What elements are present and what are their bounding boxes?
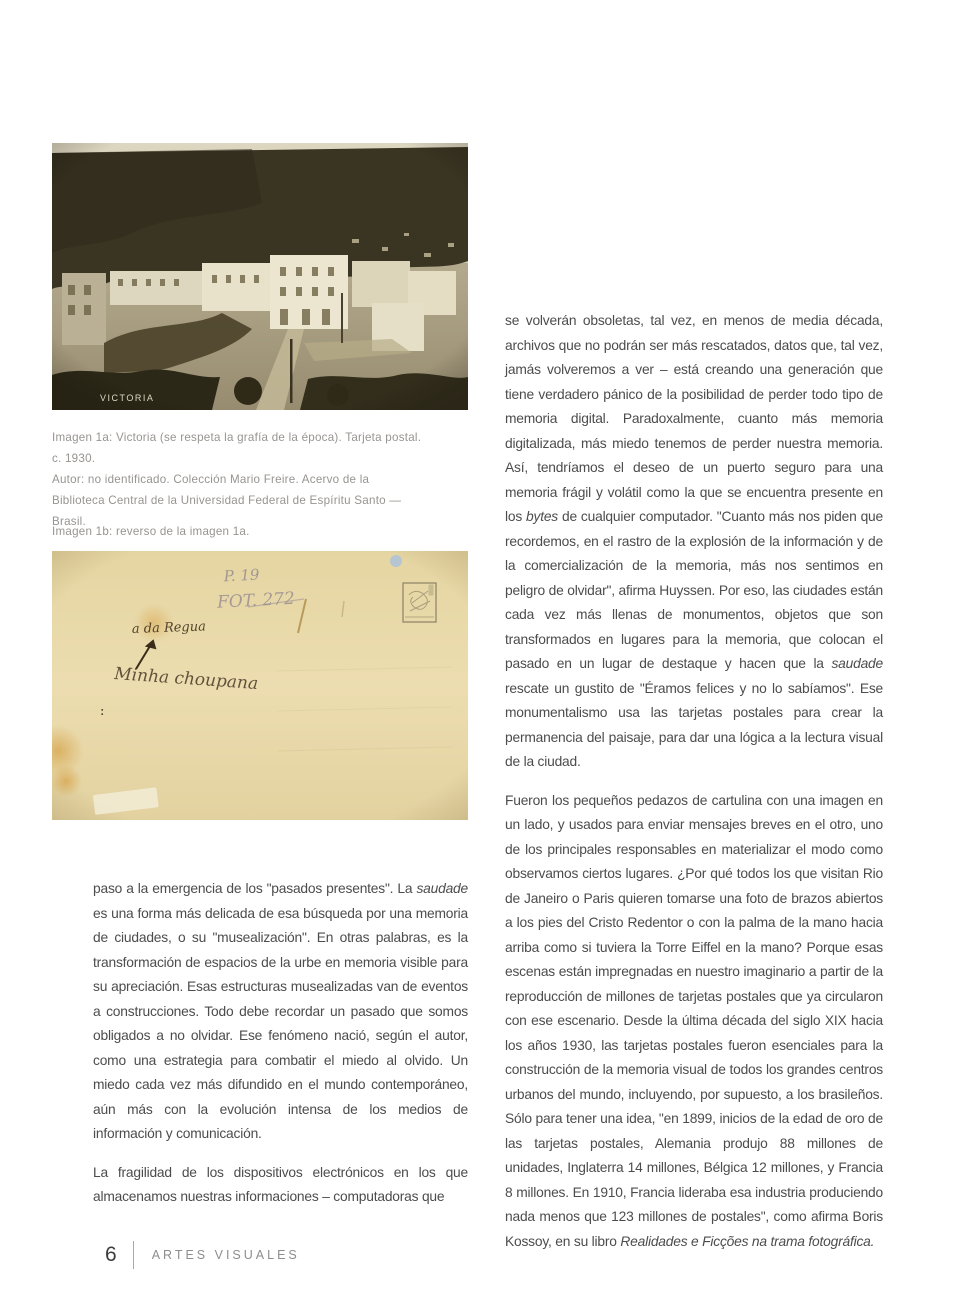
handwriting-main: Minha choupana bbox=[113, 664, 259, 695]
section-title: ARTES VISUALES bbox=[151, 1247, 300, 1263]
photo-vignette bbox=[52, 143, 468, 410]
left-text-column bbox=[93, 877, 468, 1210]
card-ink-mark: : bbox=[100, 704, 105, 719]
left-paragraph-2: La fragilidad de los dispositivos electrónicos en los que almacenamos nuestras informaciones – computadoras que bbox=[93, 1164, 468, 1204]
caption-imagen-1b: Imagen 1b: reverso de la imagen 1a. bbox=[52, 525, 250, 538]
caption-imagen-1a bbox=[52, 427, 424, 532]
card-pencil-note-line2: FOT. 272 bbox=[216, 588, 296, 613]
right-paragraph-2: Fueron los pequeños pedazos de cartulina con una imagen en un lado, y usados para enviar mensajes breves en el otro, uno de los principales responsables en materializar el modo como observamos ciertos lugares. ¿Por qué todos los que visitan Rio de Janeiro o Paris quieren tomarse una foto de brazos abiertos a los pies del Cristo Redentor o con la palma de la mano hacia arriba como si tuviera la Torre Eiffel en la mano? Porque esas escenas están impregnadas en nuestro imaginario a partir de la reproducción de millones de tarjetas postales que ya circularon con ese escenario. Desde la última década del siglo XIX hacia los años 1930, las tarjetas postales fueron esenciales para la construcción de la memoria visual de todos los grandes centros urbanos del mundo, incluyendo, por supuesto, a los brasileños. Sólo para tener una idea, "en 1899, inicios de la edad de oro de las tarjetas postales, Alemania produjo 88 millones de unidades, Inglaterra 14 millones, Bélgica 12 millones, y Francia 8 millones. En 1910, Francia lideraba esa industria produciendo nada menos que 123 millones de postales", como afirma Boris Kossoy, en su libro Realidades e Ficções na trama fotográfica. bbox=[505, 792, 883, 1249]
page-footer bbox=[105, 1238, 300, 1272]
right-text-column bbox=[505, 309, 883, 1254]
postcard-photo-image bbox=[52, 143, 468, 410]
right-paragraph-1: se volverán obsoletas, tal vez, en menos de media década, archivos que no podrán ser más rescatados, datos que, tal vez, jamás volveremos a ver – está creando una generación que tiene verdadero pánico de la posibilidad de perder todo tipo de memoria digital. Paradoxalmente, cuanto más memoria digitalizada, más miedo tenemos de perder nuestra memoria. Así, tendríamos el deseo de un puerto seguro para una memoria frágil y volátil como la que se encuentra presente en los bytes de cualquier computador. "Cuanto más nos piden que recordemos, en el rastro de la explosión de la información y de la comercialización de la memoria, más nos sentimos en peligro de olvidar", afirma Huyssen. Por eso, las ciudades están cada vez más llenas de monumentos, objetos que son transformados en lugares para la memoria, que colocan el pasado en un lugar de destaque y hacen que la saudade rescate un gustito de "Éramos felices y no lo sabíamos". Ese monumentalismo usa las tarjetas postales para crear la permanencia del paisaje, para dar una lógica a la lectura visual de la ciudad. bbox=[505, 313, 883, 769]
postcard-back-image bbox=[52, 551, 468, 820]
card-pencil-note-line1: P. 19 bbox=[223, 565, 260, 586]
caption-imagen-1a-line1: Imagen 1a: Victoria (se respeta la grafía de la época). Tarjeta postal. c. 1930. bbox=[52, 431, 422, 465]
stain-top-right-blue bbox=[390, 555, 402, 567]
footer-divider bbox=[133, 1241, 134, 1269]
photo-overlay-title: VICTORIA bbox=[100, 393, 155, 403]
handwriting-top: a da Regua bbox=[131, 619, 207, 637]
caption-imagen-1a-credits: Autor: no identificado. Colección Mario Freire. Acervo de la Biblioteca Central de la Universidad Federal de Espíritu Santo — Brasil. bbox=[52, 473, 402, 528]
page-number: 6 bbox=[105, 1243, 117, 1266]
left-paragraph-1: paso a la emergencia de los "pasados presentes". La saudade es una forma más delicada de esa búsqueda por una memoria de ciudades, o su "musealización". En otras palabras, es la transformación de espacios de la urbe en memoria visible para su apreciación. Esas estructuras musealizadas van de eventos a construcciones. Todo debe recordar un pasado que somos obligados a no olvidar. Ese fenómeno nació, según el autor, como una estrategia para combatir el miedo al olvido. Un miedo cada vez más difundido en el mundo contemporáneo, aún más con la evolución intensa de los medios de información y comunicación. bbox=[93, 881, 468, 1141]
